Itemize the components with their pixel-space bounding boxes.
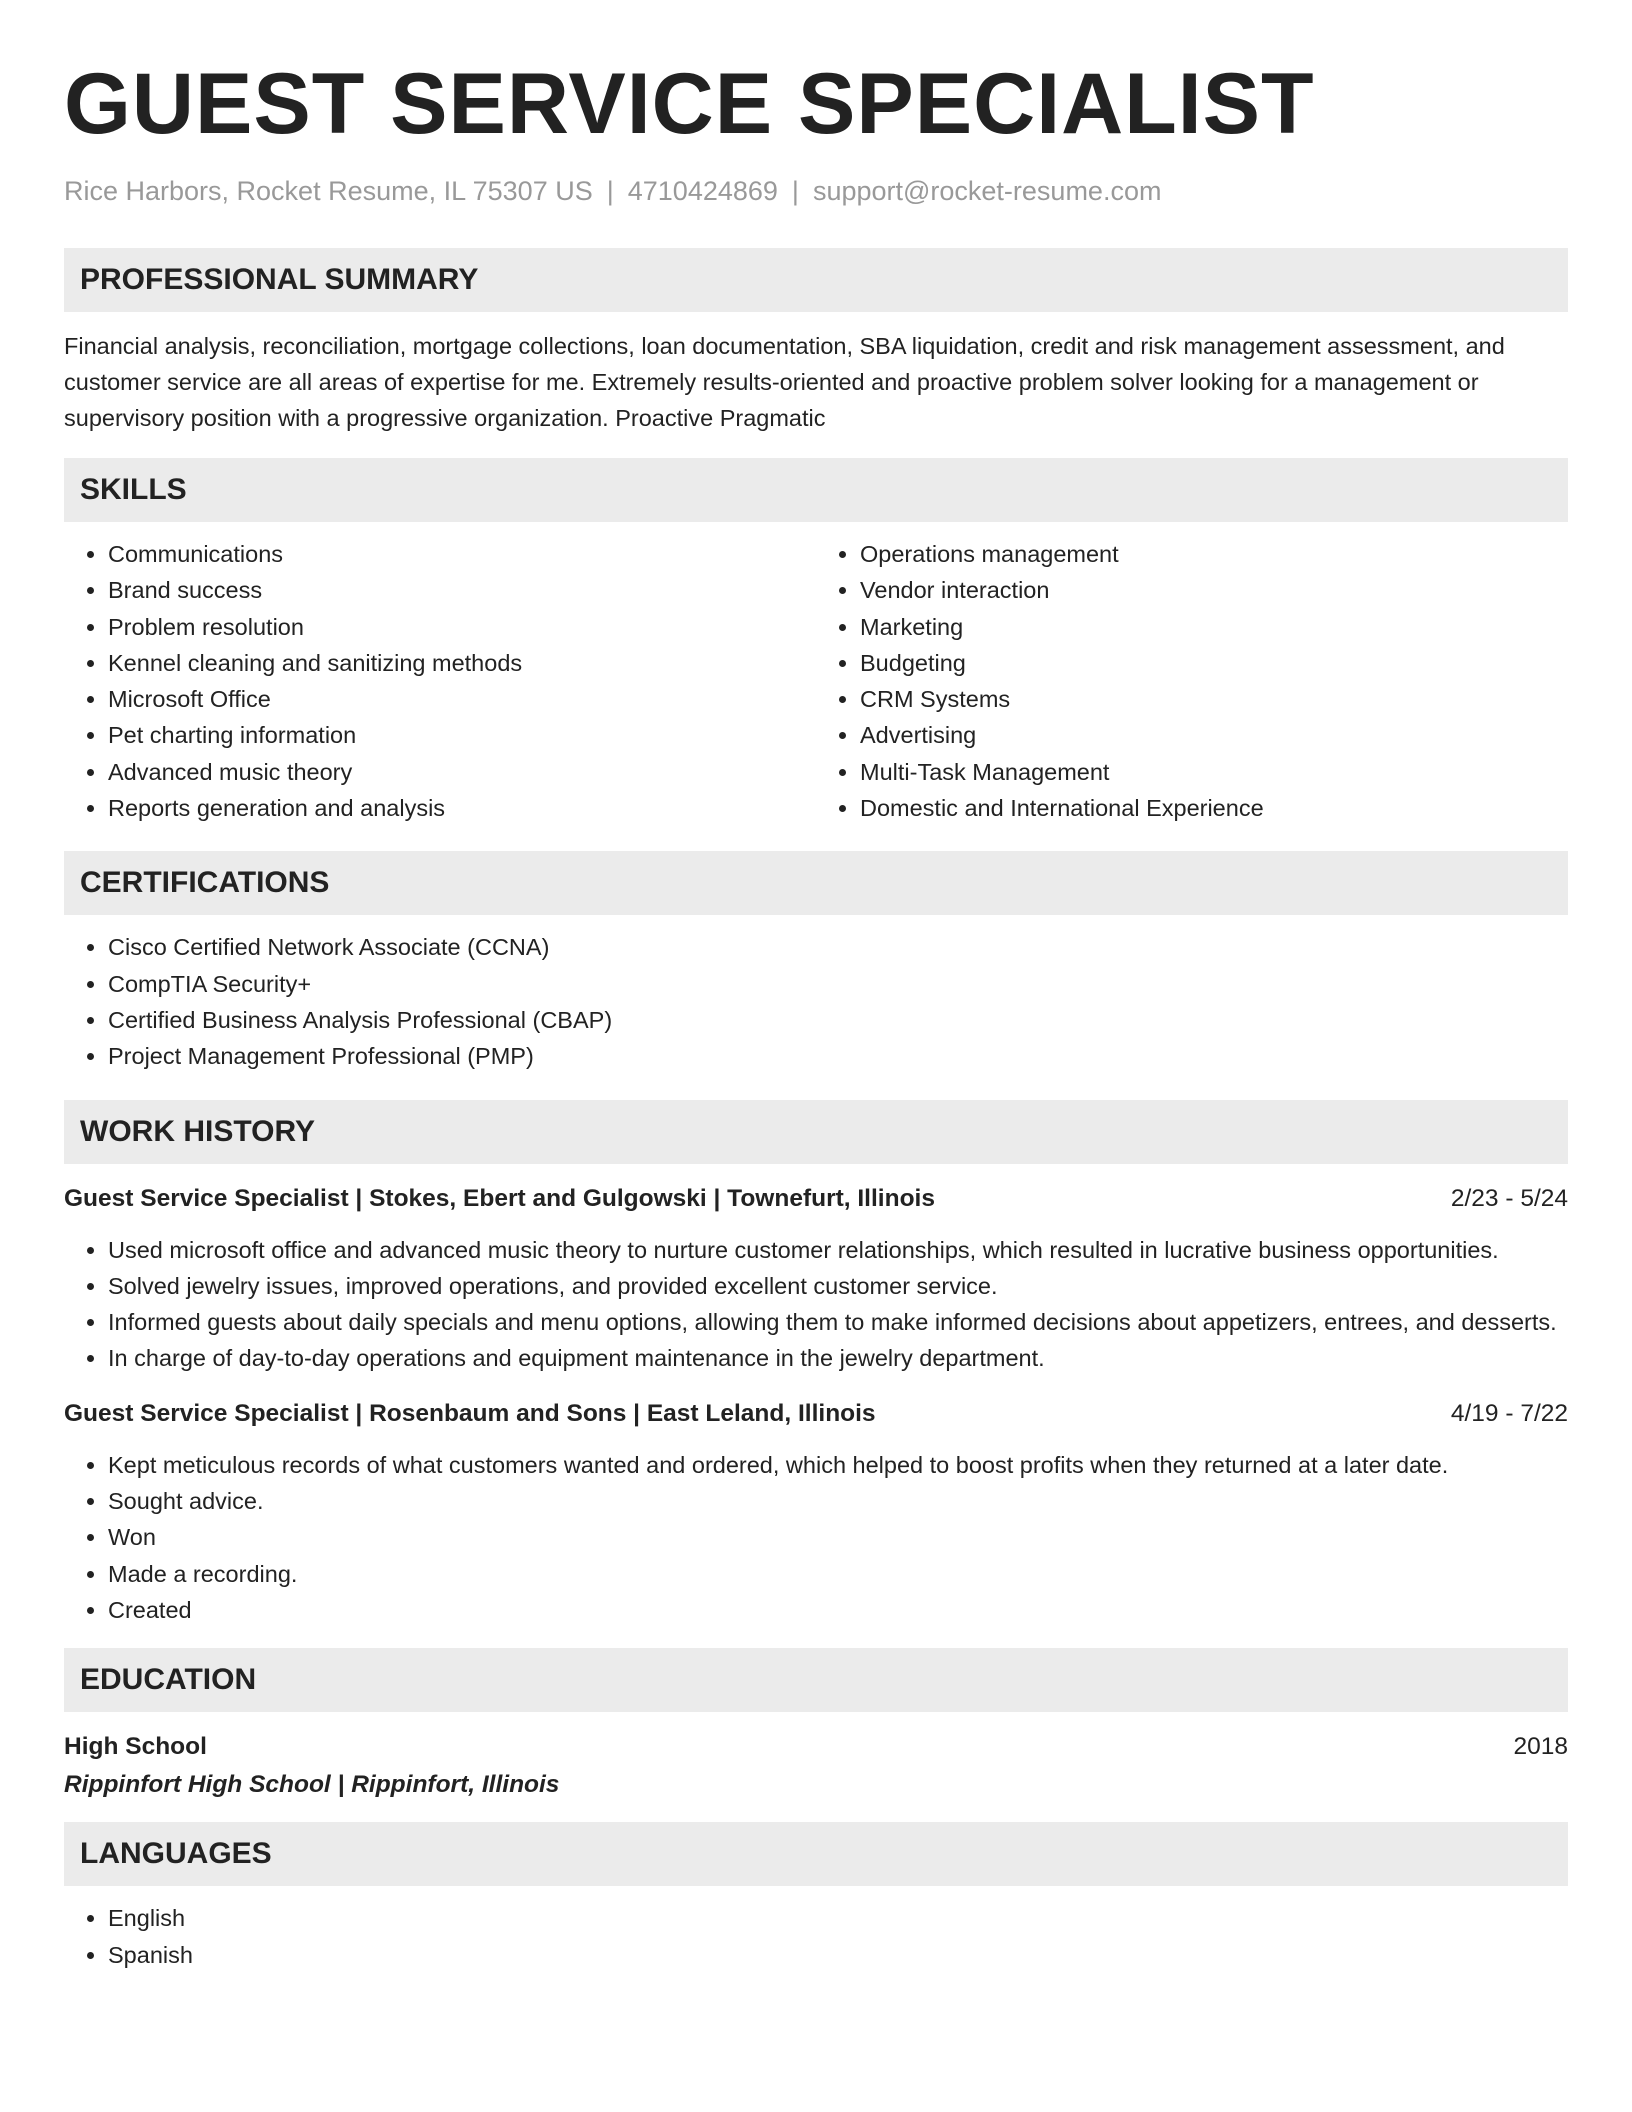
job-bullet: • Won <box>108 1519 1568 1555</box>
skill-item: • Marketing <box>860 609 1568 645</box>
skill-item: • Multi-Task Management <box>860 754 1568 790</box>
job-bullets <box>64 1447 1568 1628</box>
skill-item: • Kennel cleaning and sanitizing methods <box>108 645 816 681</box>
job-bullets <box>64 1232 1568 1377</box>
education-heading <box>64 1730 1568 1764</box>
job-bullet: • Used microsoft office and advanced music theory to nurture customer relationships, which resulted in lucrative business opportunities. <box>108 1232 1568 1268</box>
section-header-languages: LANGUAGES <box>64 1822 1568 1886</box>
contact-separator: | <box>791 176 799 206</box>
certifications-list <box>64 929 1568 1074</box>
skill-item: • Reports generation and analysis <box>108 790 816 826</box>
education-degree: High School <box>64 1733 207 1761</box>
skill-item: • Pet charting information <box>108 717 816 753</box>
section-header-work-history: WORK HISTORY <box>64 1100 1568 1164</box>
skills-columns <box>64 536 1568 826</box>
contact-email: support@rocket-resume.com <box>812 176 1162 206</box>
job-bullet: • Sought advice. <box>108 1483 1568 1519</box>
certification-item: • Project Management Professional (PMP) <box>108 1038 1568 1074</box>
skill-item: • Operations management <box>860 536 1568 572</box>
education-year: 2018 <box>1513 1733 1568 1761</box>
resume-name: GUEST SERVICE SPECIALIST <box>64 56 1315 152</box>
certification-item: • CompTIA Security+ <box>108 966 1568 1002</box>
certification-item: • Cisco Certified Network Associate (CCNA) <box>108 929 1568 965</box>
job-title: Guest Service Specialist | Stokes, Ebert and Gulgowski | Townefurt, Illinois <box>64 1184 935 1212</box>
skills-list-right <box>816 536 1568 826</box>
job-dates: 2/23 - 5/24 <box>1450 1184 1568 1212</box>
skill-item: • Advertising <box>860 717 1568 753</box>
job-title: Guest Service Specialist | Rosenbaum and Sons | East Leland, Illinois <box>64 1399 876 1427</box>
job-heading <box>64 1397 1568 1431</box>
job-bullet: • In charge of day-to-day operations and equipment maintenance in the jewelry department. <box>108 1340 1568 1376</box>
job-bullet: • Created <box>108 1592 1568 1628</box>
section-header-summary: PROFESSIONAL SUMMARY <box>64 248 1568 312</box>
skill-item: • Advanced music theory <box>108 754 816 790</box>
skill-item: • Problem resolution <box>108 609 816 645</box>
section-header-skills: SKILLS <box>64 458 1568 522</box>
skill-item: • CRM Systems <box>860 681 1568 717</box>
contact-line <box>64 174 1568 208</box>
skill-item: • Domestic and International Experience <box>860 790 1568 826</box>
job-bullet: • Solved jewelry issues, improved operations, and provided excellent customer service. <box>108 1268 1568 1304</box>
skill-item: • Microsoft Office <box>108 681 816 717</box>
job-dates: 4/19 - 7/22 <box>1450 1399 1568 1427</box>
section-header-education: EDUCATION <box>64 1648 1568 1712</box>
job-heading <box>64 1182 1568 1216</box>
contact-phone: 4710424869 <box>627 176 778 206</box>
skill-item: • Brand success <box>108 572 816 608</box>
language-item: • English <box>108 1900 1568 1936</box>
contact-separator: | <box>606 176 614 206</box>
job-bullet: • Kept meticulous records of what customers wanted and ordered, which helped to boost profits when they returned at a later date. <box>108 1447 1568 1483</box>
job-bullet: • Made a recording. <box>108 1556 1568 1592</box>
skill-item: • Budgeting <box>860 645 1568 681</box>
languages-list <box>64 1900 1568 1973</box>
skill-item: • Vendor interaction <box>860 572 1568 608</box>
section-header-certifications: CERTIFICATIONS <box>64 851 1568 915</box>
education-school: Rippinfort High School | Rippinfort, Illinois <box>64 1771 560 1799</box>
skills-list-left <box>64 536 816 826</box>
language-item: • Spanish <box>108 1937 1568 1973</box>
job-bullet: • Informed guests about daily specials and menu options, allowing them to make informed decisions about appetizers, entrees, and desserts. <box>108 1304 1568 1340</box>
skill-item: • Communications <box>108 536 816 572</box>
certification-item: • Certified Business Analysis Professional (CBAP) <box>108 1002 1568 1038</box>
summary-text: Financial analysis, reconciliation, mortgage collections, loan documentation, SBA liquidation, credit and risk management assessment, and customer service are all areas of expertise for me. Extremely results-oriented and proactive problem solver looking for a management or supervisory position with a progressive organization. Proactive Pragmatic <box>64 333 1505 431</box>
contact-address: Rice Harbors, Rocket Resume, IL 75307 US <box>64 176 593 206</box>
